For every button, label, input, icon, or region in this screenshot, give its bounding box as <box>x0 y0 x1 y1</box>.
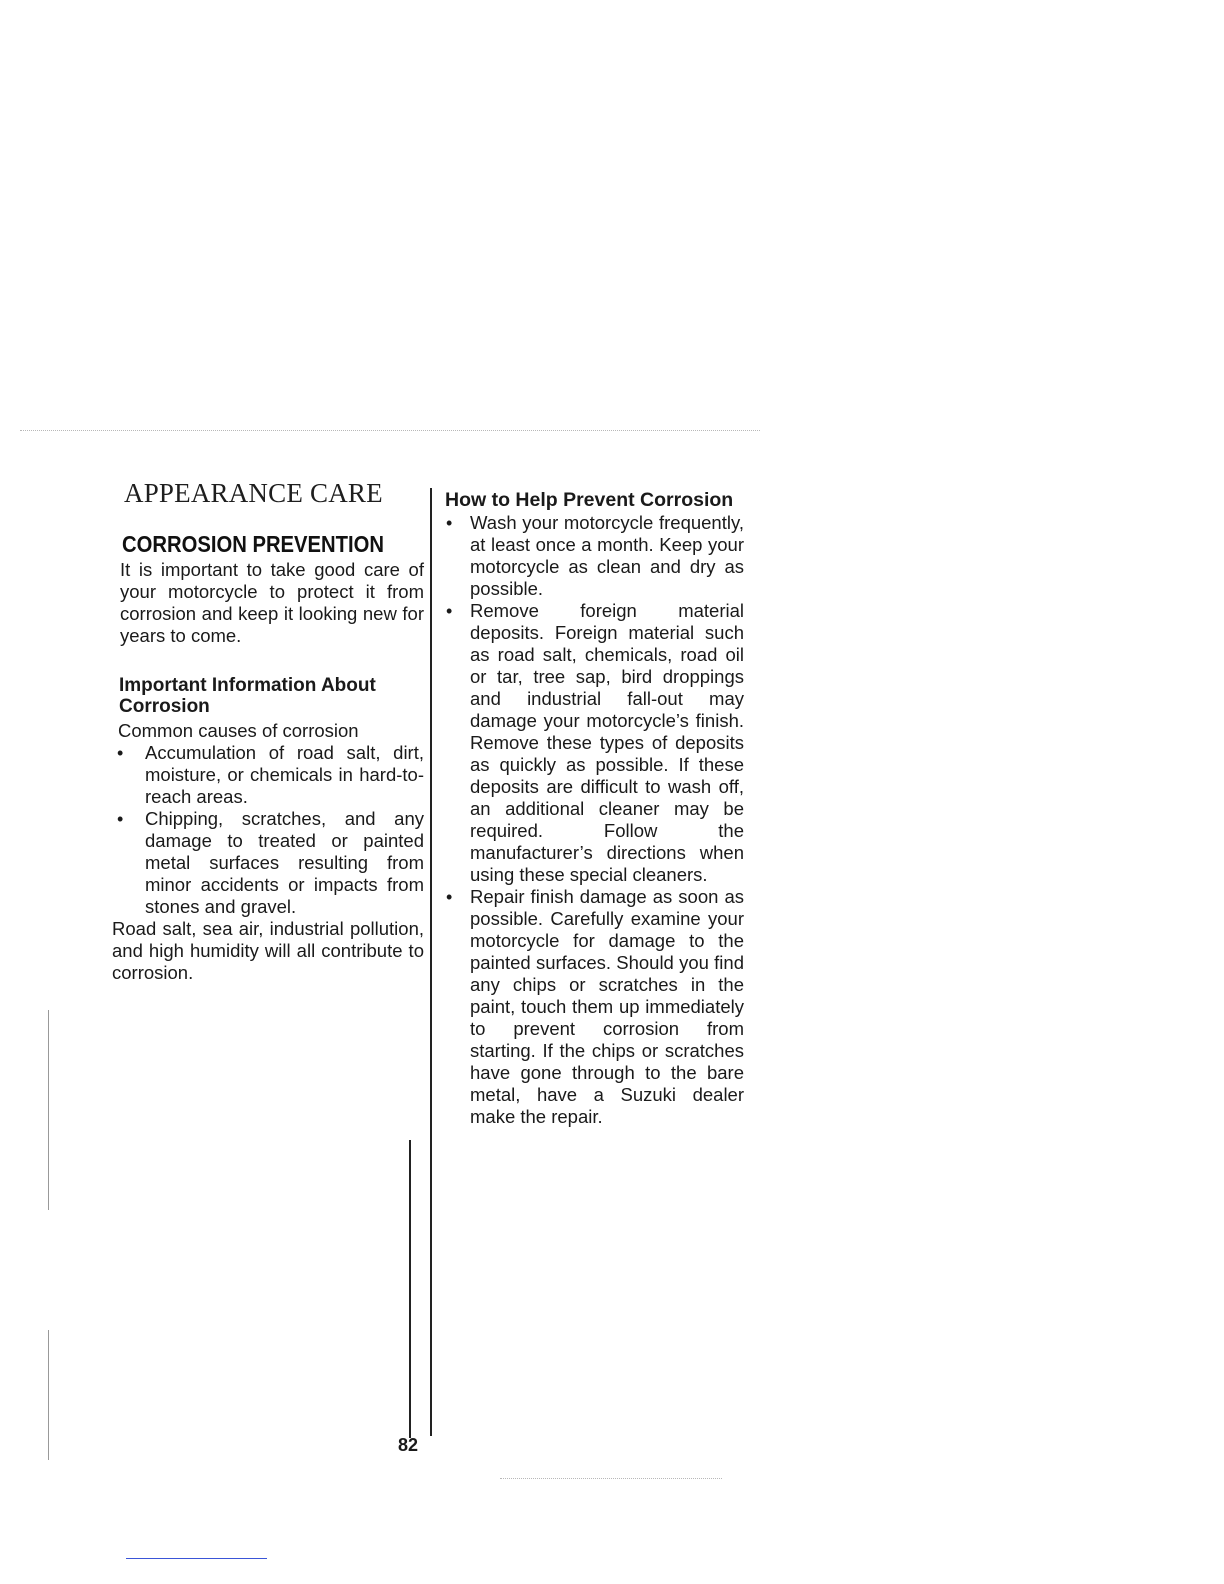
scan-edge-mark <box>48 1330 49 1460</box>
list-item <box>444 512 744 600</box>
cause-text: Accumulation of road salt, dirt, moisture, or chemicals in hard-to-reach areas. <box>145 742 424 807</box>
scan-dotted-line <box>500 1478 722 1479</box>
causes-intro: Common causes of corrosion <box>118 720 359 741</box>
section-title: APPEARANCE CARE <box>124 478 383 508</box>
tip-text: Wash your motorcycle frequently, at least once a month. Keep your motorcycle as clean and dry as possible. <box>470 512 744 599</box>
list-item <box>112 742 424 808</box>
blue-underline-mark <box>126 1558 267 1559</box>
scan-edge-mark <box>48 1010 49 1210</box>
column-divider-rule <box>430 488 432 1436</box>
scan-dotted-line <box>20 430 760 431</box>
tip-text: Remove foreign material deposits. Foreign material such as road salt, chemicals, road oil or tar, tree sap, bird droppings and industrial fall-out may damage your motorcycle’s finish. Remove these types of deposits as quickly as possible. If these deposits are difficult to wash off, an additional cleaner may be required. Follow the manufacturer’s directions when using these special cleaners. <box>470 600 744 885</box>
bullet-icon: • <box>117 809 124 829</box>
closing-paragraph: Road salt, sea air, industrial pollution, and high humidity will all contribute to corrosion. <box>112 918 424 983</box>
page-edge-rule <box>409 1140 411 1438</box>
intro-paragraph: It is important to take good care of your motorcycle to protect it from corrosion and keep it looking new for years to come. <box>120 559 424 646</box>
bullet-icon: • <box>446 887 453 907</box>
cause-text: Chipping, scratches, and any damage to treated or painted metal surfaces resulting from minor accidents or impacts from stones and gravel. <box>145 808 424 917</box>
list-item <box>444 600 744 886</box>
bullet-icon: • <box>446 513 453 533</box>
prevent-corrosion-heading: How to Help Prevent Corrosion <box>445 489 734 511</box>
bullet-icon: • <box>446 601 453 621</box>
list-item <box>112 808 424 918</box>
corrosion-prevention-heading: CORROSION PREVENTION <box>122 531 385 557</box>
right-column <box>444 488 744 1128</box>
list-item <box>444 886 744 1128</box>
important-info-heading: Important Information About Corrosion <box>119 675 376 717</box>
tips-list <box>444 512 744 1128</box>
bullet-icon: • <box>117 743 124 763</box>
left-column <box>112 559 424 984</box>
tip-text: Repair finish damage as soon as possible. Carefully examine your motorcycle for damage to the painted surfaces. Should you find any chips or scratches in the paint, touch them up immediately to prevent corrosion from starting. If the chips or scratches have gone through to the bare metal, have a Suzuki dealer make the repair. <box>470 886 744 1127</box>
causes-list <box>112 742 424 918</box>
page-number: 82 <box>398 1435 419 1455</box>
